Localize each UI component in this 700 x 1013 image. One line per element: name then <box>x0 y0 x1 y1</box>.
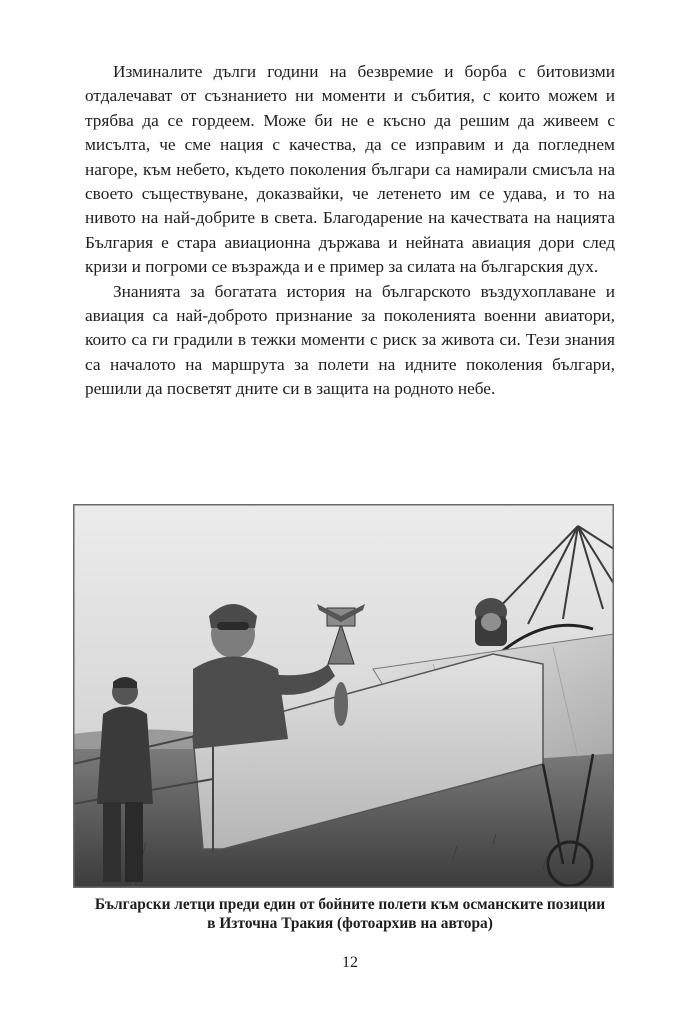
paragraph-1: Изминалите дълги години на безвремие и борба с битовизми отдалечават от съзнанието ни моменти и събития, с които можем и трябва да се гордеем. Може би не е късно да решим да живеем с мисълта, че сме нация с качества, да се изправим и да погледнем нагоре, към небето, където поколения българи са намирали смисъла на своето съществуване, доказвайки, че летенето им се удава, и то на нивото на най-добрите в света. Благодарение на качествата на нацията България е стара авиационна държава и нейната авиация дори след кризи и погроми се възражда и е пример за силата на българския дух. <box>85 62 615 277</box>
paragraph-2: Знанията за богатата история на българското въздухоплаване и авиация са най-доброто признание за поколенията военни авиатори, които са ги градили в тежки моменти с риск за живота си. Тези знания са началото на маршрута за полети на идните поколения българи, решили да посветят дните си в защита на родното небе. <box>85 281 615 399</box>
page-number: 12 <box>342 954 358 971</box>
photo-caption <box>60 895 640 933</box>
caption-line-1: Български летци преди един от бойните полети към османските позиции <box>94 896 606 913</box>
caption-line-2: в Източна Тракия (фотоархив на автора) <box>207 915 493 932</box>
body-text <box>85 60 615 402</box>
historical-photo <box>73 504 614 888</box>
